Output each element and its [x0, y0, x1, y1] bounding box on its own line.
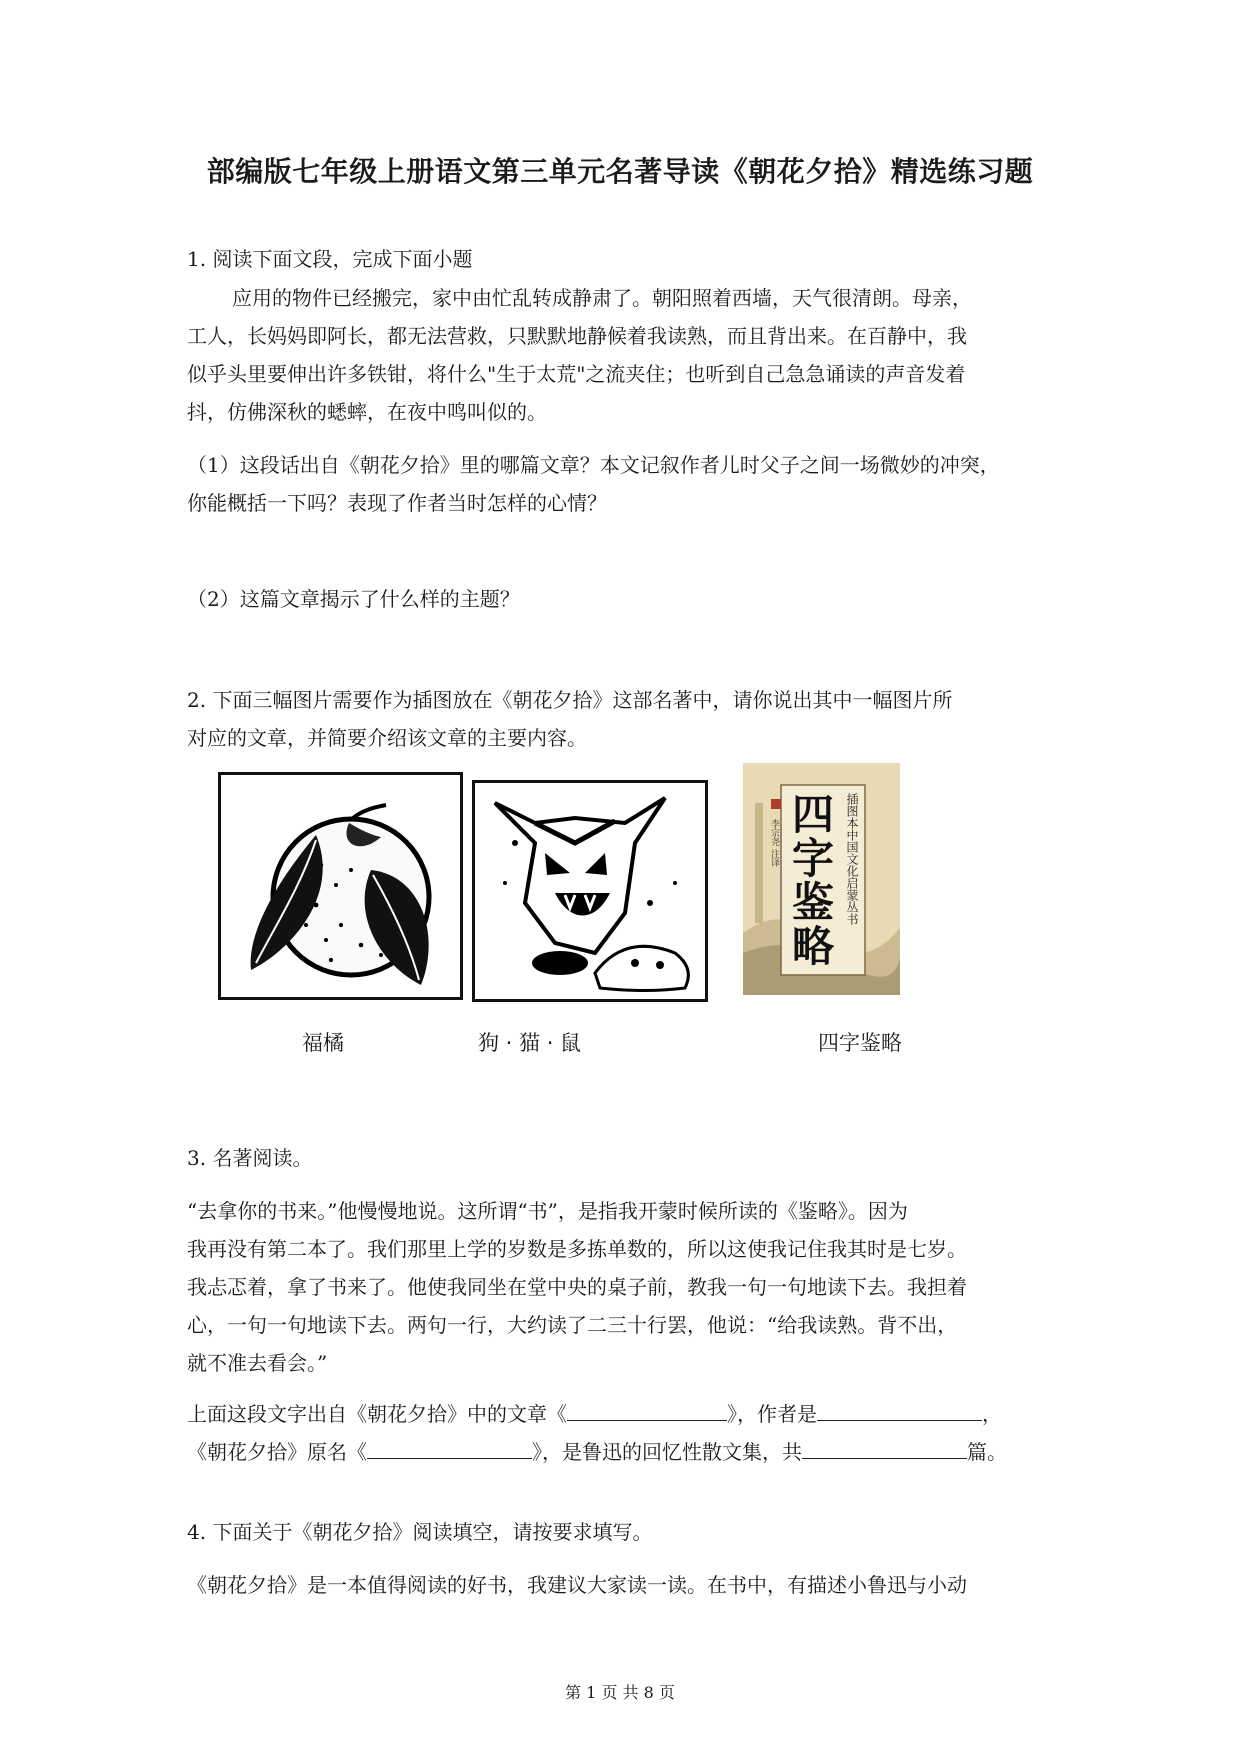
q1-sub1-line: 你能概括一下吗？表现了作者当时怎样的心情？: [187, 491, 607, 515]
page-title: 部编版七年级上册语文第三单元名著导读《朝花夕拾》精选练习题: [206, 155, 1034, 188]
q3-passage-line: 我忐忑着，拿了书来了。他使我同坐在堂中央的桌子前，教我一句一句地读下去。我担着: [187, 1275, 967, 1299]
answer-blank-original-title[interactable]: [367, 1438, 532, 1459]
q3-fill-line-1: [187, 1400, 1002, 1428]
q3-stem: 3. 名著阅读。: [187, 1146, 313, 1170]
book-cover-char: 略: [791, 922, 834, 971]
page-footer: 第 1 页 共 8 页: [565, 1683, 675, 1702]
answer-blank-article[interactable]: [567, 1400, 727, 1421]
tangerine-illustration: [218, 772, 463, 1000]
q3-fill-text: ，: [982, 1402, 1002, 1426]
q3-passage-line: 就不准去看会。”: [187, 1351, 328, 1375]
q3-fill-text: 《朝花夕拾》原名《: [187, 1440, 367, 1464]
q3-fill-text: 》，作者是: [727, 1402, 817, 1426]
book-cover-illustration: [743, 763, 900, 995]
q3-fill-text: 上面这段文字出自《朝花夕拾》中的文章《: [187, 1402, 567, 1426]
q1-passage-line: 似乎头里要伸出许多铁钳，将什么"生于太荒"之流夹住；也听到自己急急诵读的声音发着: [187, 362, 966, 386]
q3-passage-line: “去拿你的书来。”他慢慢地说。这所谓“书”，是指我开蒙时候所读的《鉴略》。因为: [187, 1199, 908, 1223]
q3-passage-line: 我再没有第二本了。我们那里上学的岁数是多拣单数的，所以这使我记住我其时是七岁。: [187, 1237, 967, 1261]
caption-tangerine: 福橘: [302, 1031, 344, 1055]
caption-four-char-primer: 四字鉴略: [818, 1031, 902, 1055]
q3-fill-line-2: [187, 1438, 1007, 1466]
q1-passage-line: 抖，仿佛深秋的蟋蟀，在夜中鸣叫似的。: [187, 400, 547, 424]
q1-sub1-line: （1）这段话出自《朝花夕拾》里的哪篇文章？本文记叙作者儿时父子之间一场微妙的冲突，: [187, 453, 1000, 477]
answer-blank-author[interactable]: [817, 1400, 982, 1421]
book-cover-char: 字: [791, 834, 834, 883]
q4-passage: 《朝花夕拾》是一本值得阅读的好书，我建议大家读一读。在书中，有描述小鲁迅与小动: [187, 1573, 967, 1597]
q3-passage-line: 心，一句一句地读下去。两句一行，大约读了二三十行罢，他说：“给我读熟。背不出，: [187, 1313, 958, 1337]
q4-stem: 4. 下面关于《朝花夕拾》阅读填空，请按要求填写。: [187, 1520, 653, 1544]
q1-stem: 1. 阅读下面文段，完成下面小题: [187, 247, 473, 271]
book-cover-series: 插图本中国文化启蒙丛书: [845, 793, 859, 925]
q1-passage-line: 应用的物件已经搬完，家中由忙乱转成静肃了。朝阳照着西墙，天气很清朗。母亲，: [232, 286, 972, 310]
book-cover-char: 鉴: [791, 878, 834, 927]
dog-cat-mouse-illustration: [472, 780, 708, 1002]
q2-stem-line: 对应的文章，并简要介绍该文章的主要内容。: [187, 726, 587, 750]
answer-blank-count[interactable]: [802, 1438, 967, 1459]
q1-passage-line: 工人，长妈妈即阿长，都无法营救，只默默地静候着我读熟，而且背出来。在百静中，我: [187, 324, 967, 348]
q1-sub2: （2）这篇文章揭示了什么样的主题？: [187, 587, 520, 611]
book-cover-char: 四: [791, 790, 834, 839]
q2-stem-line: 2. 下面三幅图片需要作为插图放在《朝花夕拾》这部名著中，请你说出其中一幅图片所: [187, 688, 953, 712]
book-cover-author: 李宗尧 注译: [769, 819, 779, 867]
q3-fill-text: 》，是鲁迅的回忆性散文集，共: [532, 1440, 802, 1464]
caption-dog-cat-mouse: 狗 · 猫 · 鼠: [478, 1031, 582, 1055]
q3-fill-text: 篇。: [967, 1440, 1007, 1464]
